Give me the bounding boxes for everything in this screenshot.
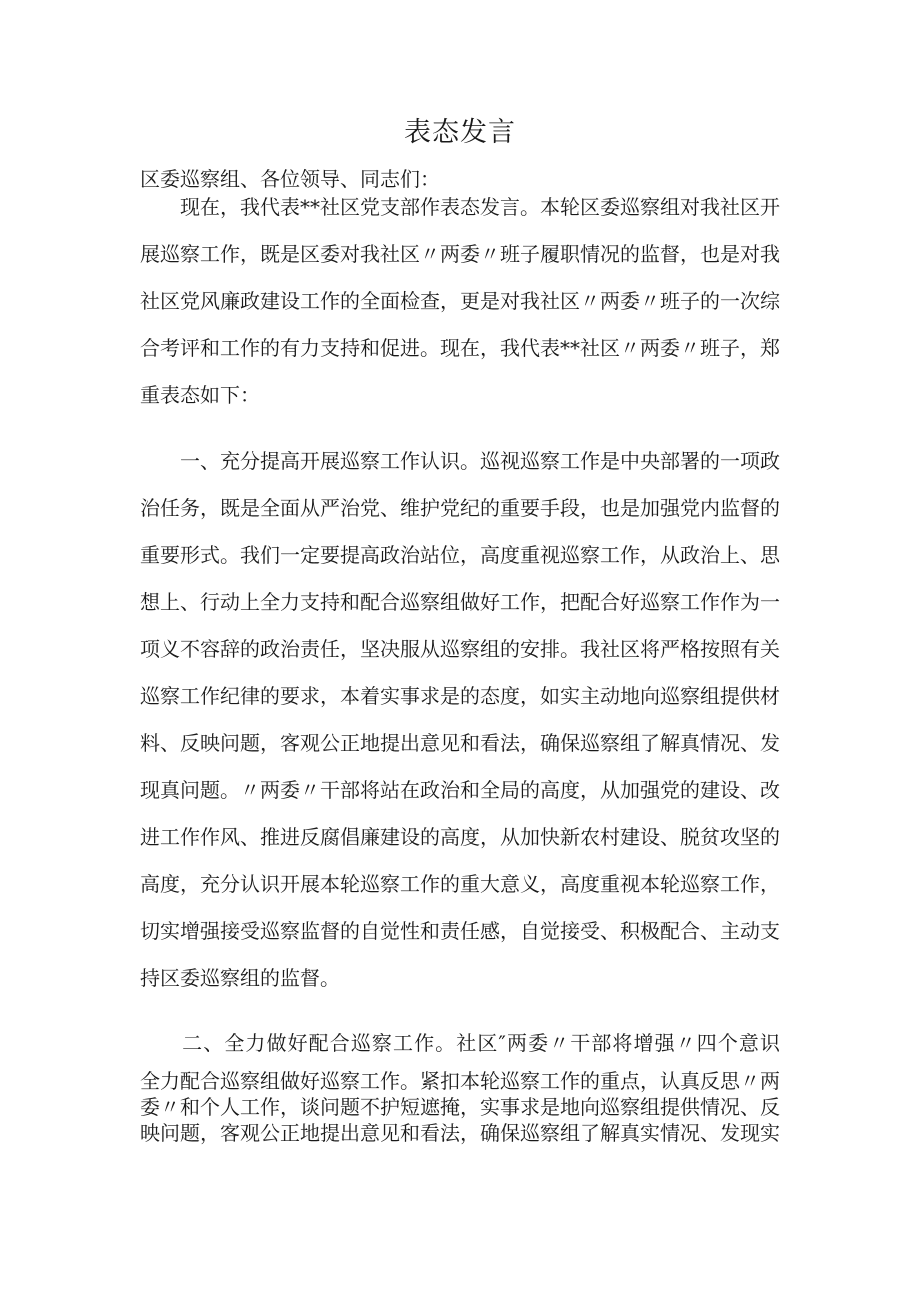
text-line: 重表态如下：	[140, 383, 260, 407]
text-line: 社区党风廉政建设工作的全面检查，更是对我社区〃两委〃班子的一次综	[140, 289, 780, 313]
salutation: 区委巡察组、各位领导、同志们：	[140, 167, 440, 191]
text-line: 展巡察工作，既是区委对我社区〃两委〃班子履职情况的监督，也是对我	[140, 242, 780, 266]
text-line: 料、反映问题，客观公正地提出意见和看法，确保巡察组了解真情况、发	[140, 731, 780, 755]
paragraph-section-one	[140, 438, 780, 1002]
paragraph-section-two-heading	[140, 1020, 780, 1067]
text-line: 映问题，客观公正地提出意见和看法，确保巡察组了解真实情况、发现实	[140, 1121, 780, 1145]
paragraph-section-two-body	[140, 1068, 780, 1146]
text-line: 进工作作风、推进反腐倡廉建设的高度，从加快新农村建设、脱贫攻坚的	[140, 825, 780, 849]
text-line: 合考评和工作的有力支持和促进。现在，我代表**社区〃两委〃班子，郑	[140, 336, 780, 360]
text-line: 切实增强接受巡察监督的自觉性和责任感，自觉接受、积极配合、主动支	[140, 919, 780, 943]
text-line: 项义不容辞的政治责任，坚决服从巡察组的安排。我社区将严格按照有关	[140, 637, 780, 661]
text-line: 想上、行动上全力支持和配合巡察组做好工作，把配合好巡察工作作为一	[140, 590, 780, 614]
text-line: 重要形式。我们一定要提高政治站位，高度重视巡察工作，从政治上、思	[140, 543, 780, 567]
text-line: 巡察工作纪律的要求，本着实事求是的态度，如实主动地向巡察组提供材	[140, 684, 780, 708]
text-line: 现在，我代表**社区党支部作表态发言。本轮区委巡察组对我社区开	[140, 195, 780, 219]
text-line: 高度，充分认识开展本轮巡察工作的重大意义，高度重视本轮巡察工作，	[140, 872, 780, 896]
text-line: 持区委巡察组的监督。	[140, 966, 340, 990]
text-line: 现真问题。〃两委〃干部将站在政治和全局的高度，从加强党的建设、改	[140, 778, 780, 802]
text-line: 一、充分提高开展巡察工作认识。巡视巡察工作是中央部署的一项政	[140, 449, 780, 473]
paragraph-intro	[140, 184, 780, 419]
document-title: 表态发言	[404, 117, 516, 148]
text-line: 治任务，既是全面从严治党、维护党纪的重要手段，也是加强党内监督的	[140, 496, 780, 520]
text-line: 全力配合巡察组做好巡察工作。紧扣本轮巡察工作的重点，认真反思〃两	[140, 1069, 780, 1093]
text-line: 委〃和个人工作，谈问题不护短遮掩，实事求是地向巡察组提供情况、反	[140, 1095, 780, 1119]
text-line: 二、全力做好配合巡察工作。社区″两委〃干部将增强〃四个意识	[140, 1031, 780, 1055]
